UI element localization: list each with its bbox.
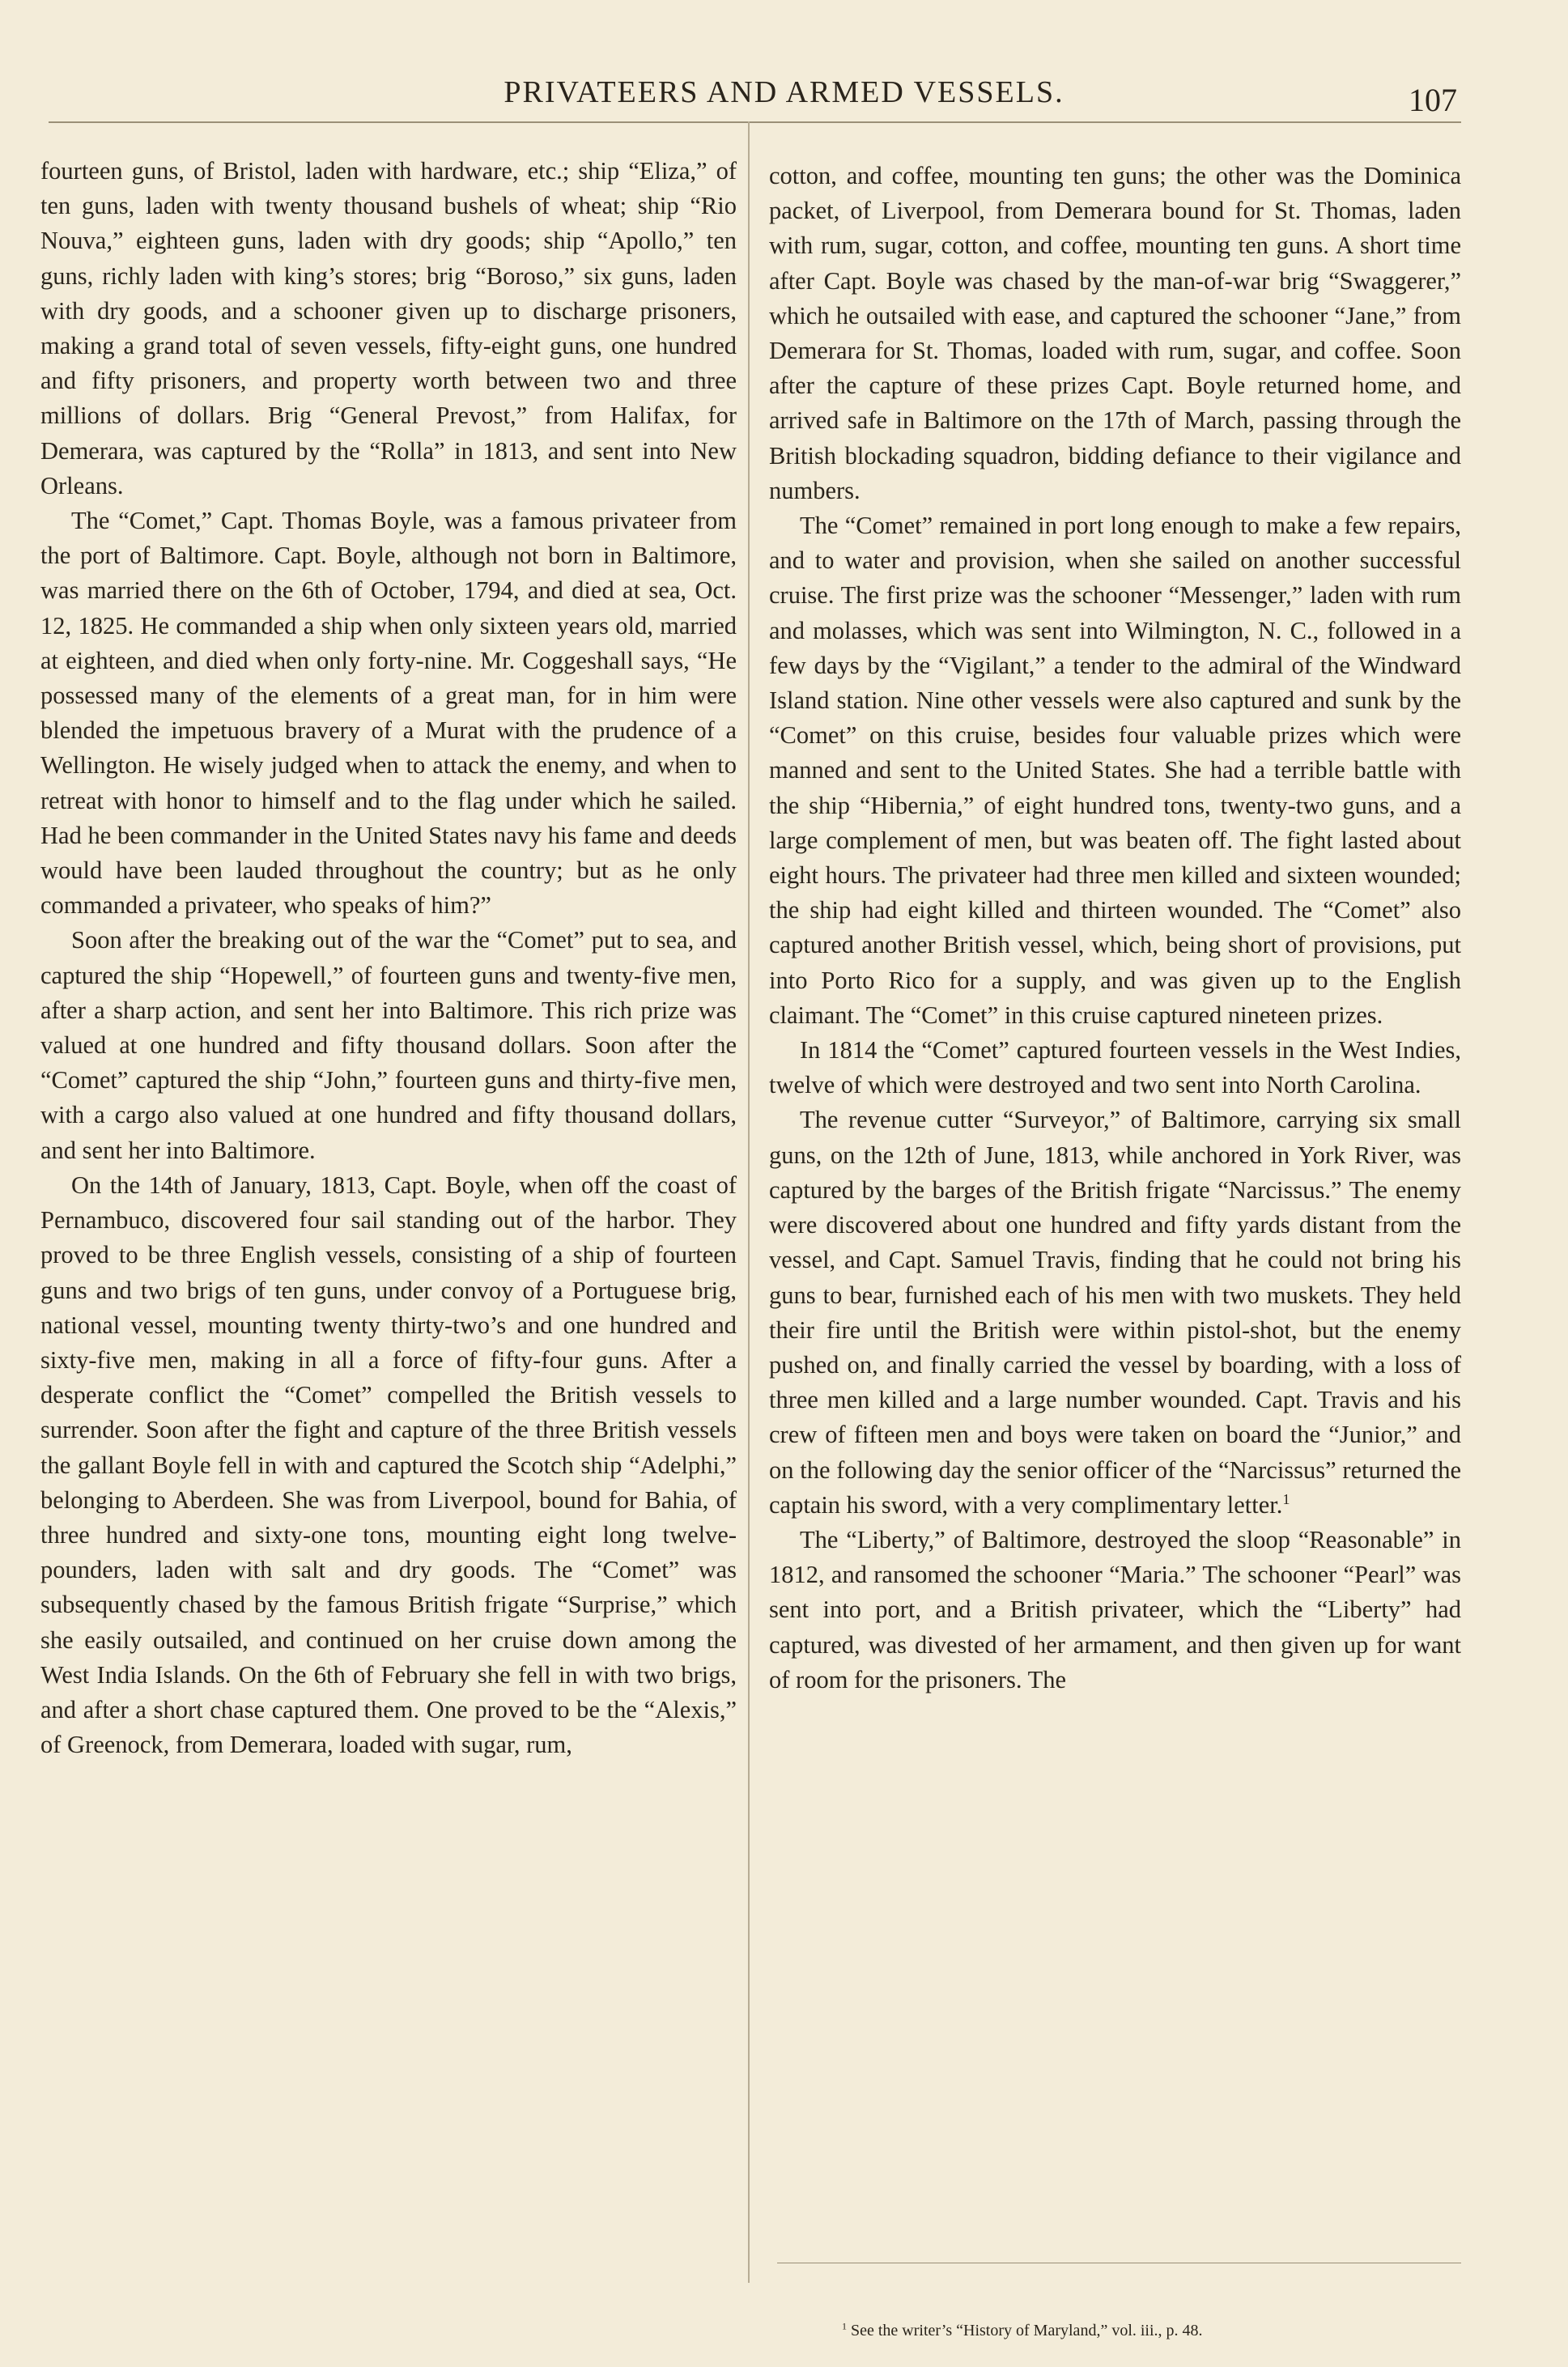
- paragraph: In 1814 the “Comet” captured fourteen vessels in the West Indies, twelve of which were destroyed and two sent into North Carolina.: [769, 1036, 1461, 1099]
- header-rule: [49, 121, 1461, 123]
- paragraph: On the 14th of January, 1813, Capt. Boyle, when off the coast of Pernambuco, discovered four sail standing out of the harbor. They proved to be three English vessels, consisting of a ship of fourteen guns and two brigs of ten guns, under convoy of a Portuguese brig, national vessel, mounting twenty thirty-two’s and one hundred and sixty-five men, making in all a force of fifty-four guns. After a desperate conflict the “Comet” compelled the British vessels to surrender. Soon after the fight and capture of the three British vessels the gallant Boyle fell in with and captured the Scotch ship “Adelphi,” belonging to Aberdeen. She was from Liverpool, bound for Bahia, of three hundred and sixty-one tons, mounting eight long twelve-pounders, laden with salt and dry goods. The “Comet” was subsequently chased by the famous British frigate “Surprise,” which she easily outsailed, and continued on her cruise down among the West India Islands. On the 6th of February she fell in with two brigs, and after a short chase captured them. One proved to be the “Alexis,” of Greenock, from Demerara, loaded with sugar, rum,: [40, 1171, 737, 1759]
- footnote-text: See the writer’s “History of Maryland,” vol. iii., p. 48.: [851, 2322, 1203, 2339]
- paragraph-text: The revenue cutter “Surveyor,” of Baltimore, carrying six small guns, on the 12th of June, 1813, while anchored in York River, was captured by the barges of the British frigate “Narcissus.” The enemy were discovered about one hundred and fifty yards distant from the vessel, and Capt. Samuel Travis, finding that he could not bring his guns to bear, furnished each of his men with two muskets. They held their fire until the British were within pistol-shot, but the enemy pushed on, and finally carried the vessel by boarding, with a loss of three men killed and a large number wounded. Capt. Travis and his crew of fifteen men and boys were taken on board the “Junior,” and on the following day the senior officer of the “Narcissus” returned the captain his sword, with a very complimentary letter.: [769, 1106, 1461, 1519]
- paragraph: The “Liberty,” of Baltimore, destroyed the sloop “Reasonable” in 1812, and ransomed the schooner “Maria.” The schooner “Pearl” was sent into port, and a British privateer, which the “Liberty” had captured, was divested of her armament, and then given up for want of room for the prisoners. The: [769, 1525, 1461, 1693]
- footnote: [842, 2322, 1203, 2340]
- footnote-marker: 1: [842, 2320, 847, 2332]
- running-title: PRIVATEERS AND ARMED VESSELS.: [504, 75, 1064, 109]
- paragraph: The “Comet,” Capt. Thomas Boyle, was a famous privateer from the port of Baltimore. Capt. Boyle, although not born in Baltimore, was married there on the 6th of October, 1794, and died at sea, Oct. 12, 1825. He commanded a ship when only sixteen years old, married at eighteen, and died when only forty-nine. Mr. Coggeshall says, “He possessed many of the elements of a great man, for in him were blended the impetuous bravery of a Murat with the prudence of a Wellington. He wisely judged when to attack the enemy, and when to retreat with honor to himself and to the flag under which he sailed. Had he been commander in the United States navy his fame and deeds would have been lauded throughout the country; but as he only commanded a privateer, who speaks of him?”: [40, 507, 737, 920]
- paragraph: cotton, and coffee, mounting ten guns; the other was the Dominica packet, of Liverpool, from Demerara bound for St. Thomas, laden with rum, sugar, cotton, and coffee, mounting ten guns. A short time after Capt. Boyle was chased by the man-of-war brig “Swaggerer,” which he outsailed with ease, and captured the schooner “Jane,” from Demerara for St. Thomas, loaded with rum, sugar, and coffee. Soon after the capture of these prizes Capt. Boyle returned home, and arrived safe in Baltimore on the 17th of March, passing through the British blockading squadron, bidding defiance to their vigilance and numbers.: [769, 162, 1461, 504]
- page-number: 107: [1409, 82, 1457, 118]
- column-divider: [748, 121, 750, 2283]
- left-column: [40, 154, 737, 1762]
- paragraph: fourteen guns, of Bristol, laden with hardware, etc.; ship “Eliza,” of ten guns, laden with twenty thousand bushels of wheat; ship “Rio Nouva,” eighteen guns, laden with dry goods; ship “Apollo,” ten guns, richly laden with king’s stores; brig “Boroso,” six guns, laden with dry goods, and a schooner given up to discharge prisoners, making a grand total of seven vessels, fifty-eight guns, one hundred and fifty prisoners, and property worth between two and three millions of dollars. Brig “General Prevost,” from Halifax, for Demerara, was captured by the “Rolla” in 1813, and sent into New Orleans.: [40, 157, 737, 499]
- paragraph: The “Comet” remained in port long enough to make a few repairs, and to water and provision, when she sailed on another successful cruise. The first prize was the schooner “Messenger,” laden with rum and molasses, which was sent into Wilmington, N. C., followed in a few days by the “Vigilant,” a tender to the admiral of the Windward Island station. Nine other vessels were also captured and sunk by the “Comet” on this cruise, besides four valuable prizes which were manned and sent to the United States. She had a terrible battle with the ship “Hibernia,” of eight hundred tons, twenty-two guns, and a large complement of men, but was beaten off. The fight lasted about eight hours. The privateer had three men killed and sixteen wounded; the ship had eight killed and thirteen wounded. The “Comet” also captured another British vessel, which, being short of provisions, put into Porto Rico for a supply, and was given up to the English claimant. The “Comet” in this cruise captured nineteen prizes.: [769, 512, 1461, 1029]
- paragraph: Soon after the breaking out of the war the “Comet” put to sea, and captured the ship “Hopewell,” of fourteen guns and twenty-five men, after a sharp action, and sent her into Baltimore. This rich prize was valued at one hundred and fifty thousand dollars. Soon after the “Comet” captured the ship “John,” fourteen guns and thirty-five men, with a cargo also valued at one hundred and fifty thousand dollars, and sent her into Baltimore.: [40, 926, 737, 1164]
- footnote-reference: 1: [1282, 1490, 1290, 1507]
- right-column: [769, 159, 1461, 1698]
- paragraph: [769, 1103, 1461, 1522]
